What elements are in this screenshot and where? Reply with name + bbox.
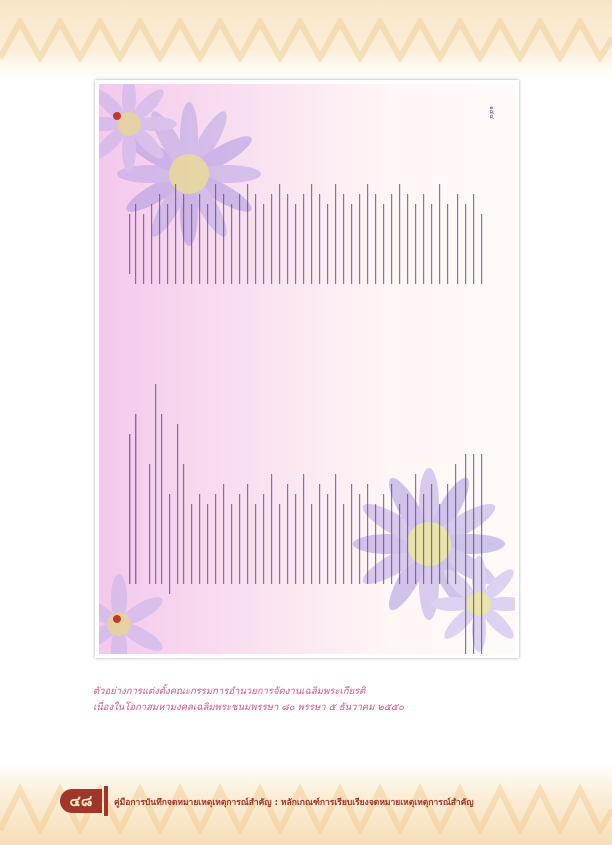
page-number: ๔๘ xyxy=(60,789,102,813)
caption-line-1: ตัวอย่างการแต่งตั้งคณะกรรมการอำนวยการจัดงานเฉลิมพระเกียรติ xyxy=(93,686,366,697)
figure-caption xyxy=(93,684,513,716)
flower-illustration xyxy=(99,84,515,654)
document-photo xyxy=(95,80,519,658)
document-page-mark: ๑๕๔ xyxy=(488,106,495,119)
rotated-document-page xyxy=(99,84,515,654)
emblem-icon xyxy=(113,615,121,623)
caption-line-2: เนื่องในโอกาสมหามงคลเฉลิมพระชนมพรรษา ๘๐ พรรษา ๕ ธันวาคม ๒๕๕๐ xyxy=(93,702,404,713)
emblem-icon xyxy=(113,112,121,120)
footer-title: คู่มือการบันทึกจดหมายเหตุเหตุการณ์สำคัญ : หลักเกณฑ์การเรียบเรียงจดหมายเหตุเหตุการณ์สำคัญ xyxy=(114,798,474,808)
footer-divider xyxy=(104,786,108,816)
top-decorative-band xyxy=(0,0,612,80)
zigzag-pattern-top xyxy=(0,18,612,62)
